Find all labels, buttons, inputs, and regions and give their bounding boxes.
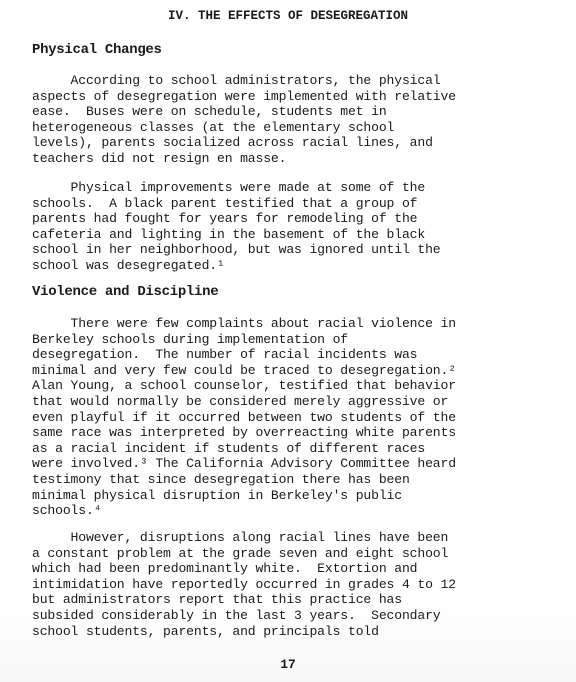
paragraph-violence-and-discipline-2: However, disruptions along racial lines have been a constant problem at the grade seven and eight school which had been predominantly white. Extortion and intimidation have reportedly occurred in grades 4 to 12 but administrators report that this practice has subsided considerably in the last 3 years. Secondary school students, parents, and principals told xyxy=(32,530,456,639)
paragraph-physical-changes-1: According to school administrators, the physical aspects of desegregation were implemented with relative ease. Buses were on schedule, students met in heterogeneous classes (at the elementary school levels), parents socialized across racial lines, and teachers did not resign en masse. xyxy=(32,73,456,166)
section-heading-physical-changes: Physical Changes xyxy=(32,42,162,58)
page-number: 17 xyxy=(280,657,296,672)
paragraph-violence-and-discipline-1: There were few complaints about racial violence in Berkeley schools during implementation of desegregation. The number of racial incidents was minimal and very few could be traced to desegregation.² Alan Young, a school counselor, testified that behavior that would normally be considered merely aggressive or even playful if it occurred between two students of the same race was interpreted by overreacting white parents as a racial incident if students of different races were involved.³ The California Advisory Committee heard testimony that since desegregation there has been minimal physical disruption in Berkeley's public schools.⁴ xyxy=(32,316,456,519)
section-heading-violence-and-discipline: Violence and Discipline xyxy=(32,284,219,300)
chapter-title: IV. THE EFFECTS OF DESEGREGATION xyxy=(167,9,409,23)
paragraph-physical-changes-2: Physical improvements were made at some of the schools. A black parent testified that a group of parents had fought for years for remodeling of the cafeteria and lighting in the basement of the black school in her neighborhood, but was ignored until the school was desegregated.¹ xyxy=(32,180,441,273)
